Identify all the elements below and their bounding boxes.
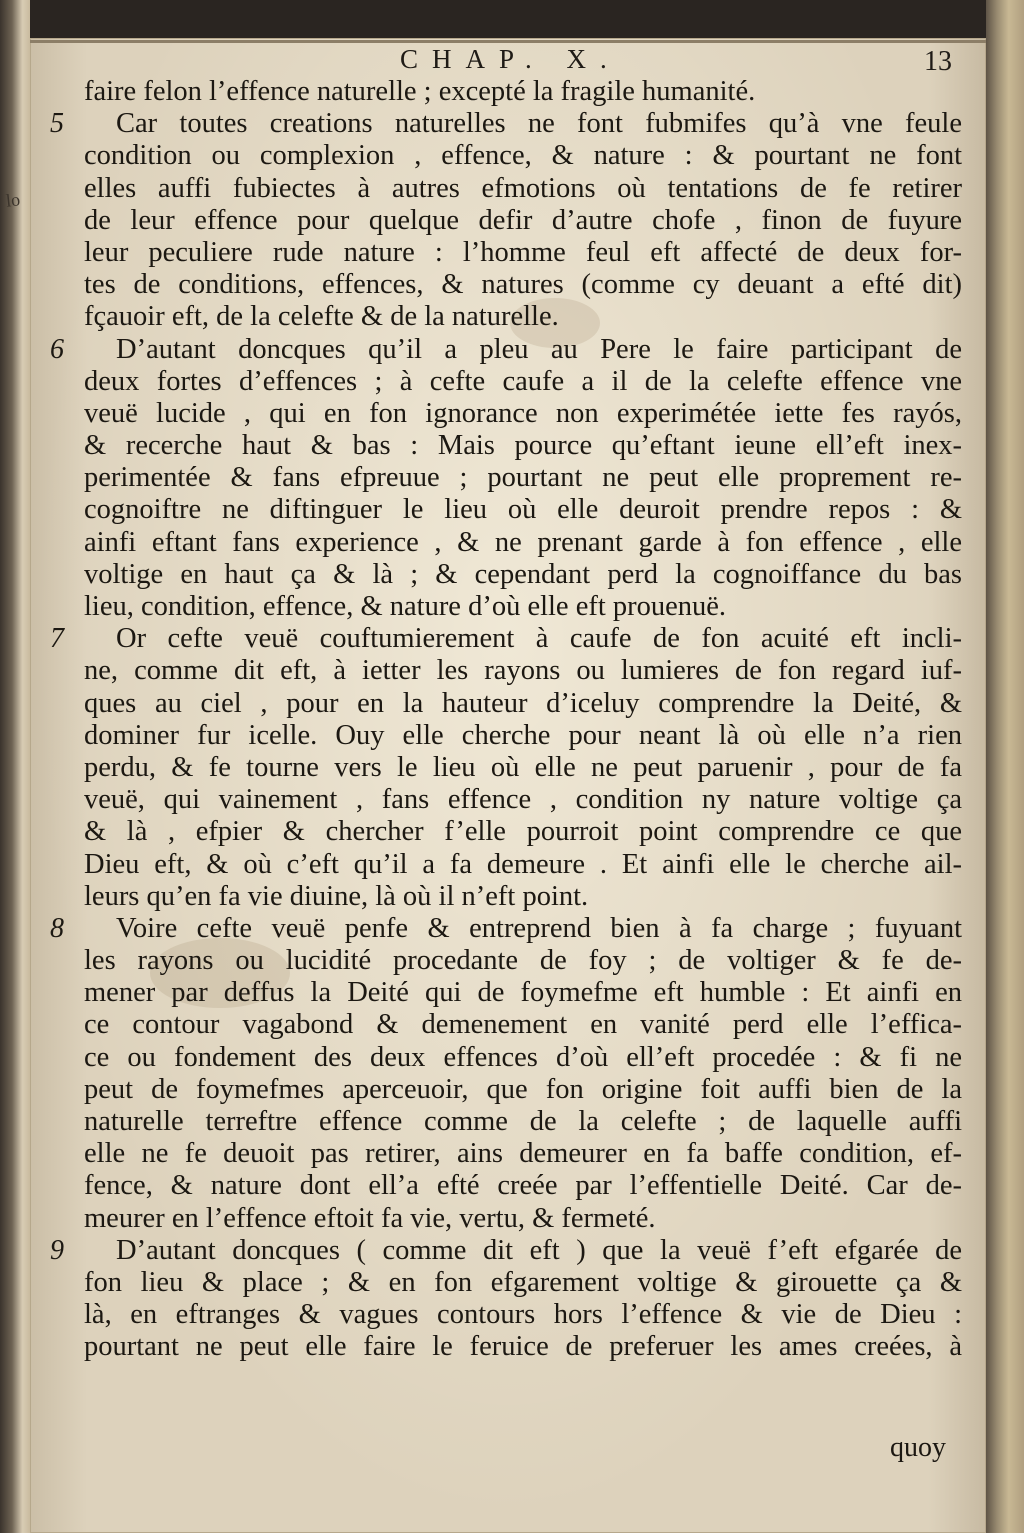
line-text: elle ne fe deuoit pas retirer, ains demeurer en fa baffe condition, ef- (84, 1138, 962, 1170)
line-text: condition ou complexion , effence, & nature : & pourtant ne font (84, 140, 962, 172)
verse-number: 7 (50, 623, 64, 655)
text-line (84, 881, 962, 913)
line-text: leur peculiere rude nature : l’homme feul eft affecté de deux for- (84, 236, 962, 268)
line-text: naturelle terreftre effence comme de la celefte ; de laquelle auffi (84, 1106, 962, 1137)
line-text: faire felon l’effence naturelle ; excepté la fragile humanité. (84, 76, 756, 107)
verse-number: 6 (50, 333, 64, 365)
line-text: Car toutes creations naturelles ne font fubmifes qu’à vne feule (116, 108, 962, 140)
verse-number: 9 (50, 1234, 64, 1266)
line-text: mener par deffus la Deité qui de foymefme eft humble : Et ainfi en (84, 977, 962, 1009)
text-line (84, 366, 962, 398)
text-line (84, 752, 962, 784)
line-text: veuë, qui vainement , fans effence , condition ny nature voltige ça (84, 784, 962, 816)
text-line (50, 333, 962, 366)
text-line (84, 1299, 962, 1331)
line-text: deux fortes d’effences ; à cefte caufe a il de la celefte effence vne (84, 365, 962, 397)
text-line (84, 527, 962, 559)
text-line (84, 655, 962, 687)
page-header (0, 44, 1024, 78)
text-line (84, 1074, 962, 1106)
text-line (84, 849, 962, 881)
text-line (84, 205, 962, 237)
line-text: perimentée & fans efpreuue ; pourtant ne peut elle proprement re- (84, 462, 962, 494)
text-line (84, 1170, 962, 1202)
line-text: voltige en haut ça & là ; & cependant perd la cognoiffance du bas (84, 558, 962, 590)
line-text: & recerche haut & bas : Mais pource qu’eftant ieune ell’eft inex- (84, 430, 962, 462)
text-line (84, 430, 962, 462)
text-line (84, 559, 962, 591)
line-text: dominer fur icelle. Ouy elle cherche pour neant là où elle n’a rien (84, 719, 962, 751)
text-line (50, 108, 962, 140)
text-line (84, 1203, 962, 1235)
text-line (84, 301, 962, 333)
text-line (84, 494, 962, 526)
text-line (84, 688, 962, 720)
line-text: D’autant doncques ( comme dit eft ) que la veuë f’eft efgarée de (116, 1234, 962, 1266)
line-text: ne, comme dit eft, à ietter les rayons ou lumieres de fon regard iuf- (84, 655, 962, 687)
line-text: ainfi eftant fans experience , & ne prenant garde à fon effence , elle (84, 526, 962, 558)
line-text: ques au ciel , pour en la hauteur d’iceluy comprendre la Deité, & (84, 687, 962, 719)
line-text: tes de conditions, effences, & natures (comme cy deuant a efté dit) (84, 269, 962, 301)
line-text: peut de foymefmes aperceuoir, que fon origine foit auffi bien de la (84, 1073, 962, 1105)
text-line (84, 1042, 962, 1074)
line-text: lieu, condition, effence, & nature d’où elle eft prouenuë. (84, 591, 727, 622)
text-line (50, 912, 962, 945)
line-text: Voire cefte veuë penfe & entreprend bien à fa charge ; fuyuant (116, 912, 962, 944)
text-line (84, 1138, 962, 1170)
left-page-edge (0, 0, 30, 1533)
page-number: 13 (924, 46, 952, 77)
text-line (84, 784, 962, 816)
text-line (84, 591, 962, 623)
line-text: fence, & nature dont ell’a efté creée par l’effentielle Deité. Car de- (84, 1170, 962, 1202)
line-text: Or cefte veuë couftumierement à caufe de fon acuité eft incli- (116, 623, 962, 655)
line-text: meurer en l’effence eftoit fa vie, vertu, & fermeté. (84, 1202, 656, 1234)
line-text: D’autant doncques qu’il a pleu au Pere le faire participant de (116, 333, 962, 365)
text-line (50, 1234, 962, 1267)
text-line (84, 76, 962, 108)
text-line (84, 398, 962, 430)
text-line (84, 269, 962, 301)
text-line (84, 1106, 962, 1138)
right-page-edge (986, 0, 1024, 1533)
margin-fragment: lo (4, 189, 21, 211)
text-line (84, 462, 962, 494)
line-text: les rayons ou lucidité procedante de foy ; de voltiger & fe de- (84, 945, 962, 977)
text-line (84, 816, 962, 848)
line-text: veuë lucide , qui en fon ignorance non experimétée iette fes rayós, (84, 397, 962, 429)
line-text: & là , efpier & chercher f’elle pourroit point comprendre ce que (84, 816, 962, 848)
line-text: de leur effence pour quelque defir d’autre chofe , finon de fuyure (84, 204, 962, 236)
line-text: ce contour vagabond & demenement en vanité perd elle l’effica- (84, 1009, 962, 1041)
body-text (50, 76, 962, 1364)
line-text: cognoiftre ne diftinguer le lieu où elle deuroit prendre repos : & (84, 494, 962, 526)
line-text: là, en eftranges & vagues contours hors l’effence & vie de Dieu : (84, 1299, 962, 1331)
line-text: fon lieu & place ; & en fon efgarement voltige & girouette ça & (84, 1266, 962, 1298)
header-rule (30, 40, 986, 43)
text-line (84, 945, 962, 977)
line-text: fçauoir eft, de la celefte & de la naturelle. (84, 301, 559, 333)
text-line (84, 140, 962, 172)
text-line (84, 1009, 962, 1041)
line-text: Dieu eft, & où c’eft qu’il a fa demeure . Et ainfi elle le cherche ail- (84, 848, 962, 880)
catchword: quoy (890, 1432, 946, 1463)
line-text: ce ou fondement des deux effences d’où ell’eft procedée : & fi ne (84, 1041, 962, 1073)
text-line (50, 623, 962, 655)
text-line (84, 1331, 962, 1363)
text-line (84, 1267, 962, 1299)
line-text: pourtant ne peut elle faire le feruice de preferuer les ames creées, à (84, 1331, 962, 1363)
text-line (84, 977, 962, 1009)
line-text: leurs qu’en fa vie diuine, là où il n’eft point. (84, 880, 589, 912)
text-line (84, 237, 962, 269)
verse-number: 5 (50, 108, 64, 140)
text-line (84, 173, 962, 205)
line-text: elles auffi fubiectes à autres efmotions où tentations de fe retirer (84, 172, 962, 204)
running-head: CHAP. X. (400, 44, 621, 74)
verse-number: 8 (50, 912, 64, 944)
line-text: perdu, & fe tourne vers le lieu où elle ne peut paruenir , pour de fa (84, 751, 962, 783)
text-line (84, 720, 962, 752)
